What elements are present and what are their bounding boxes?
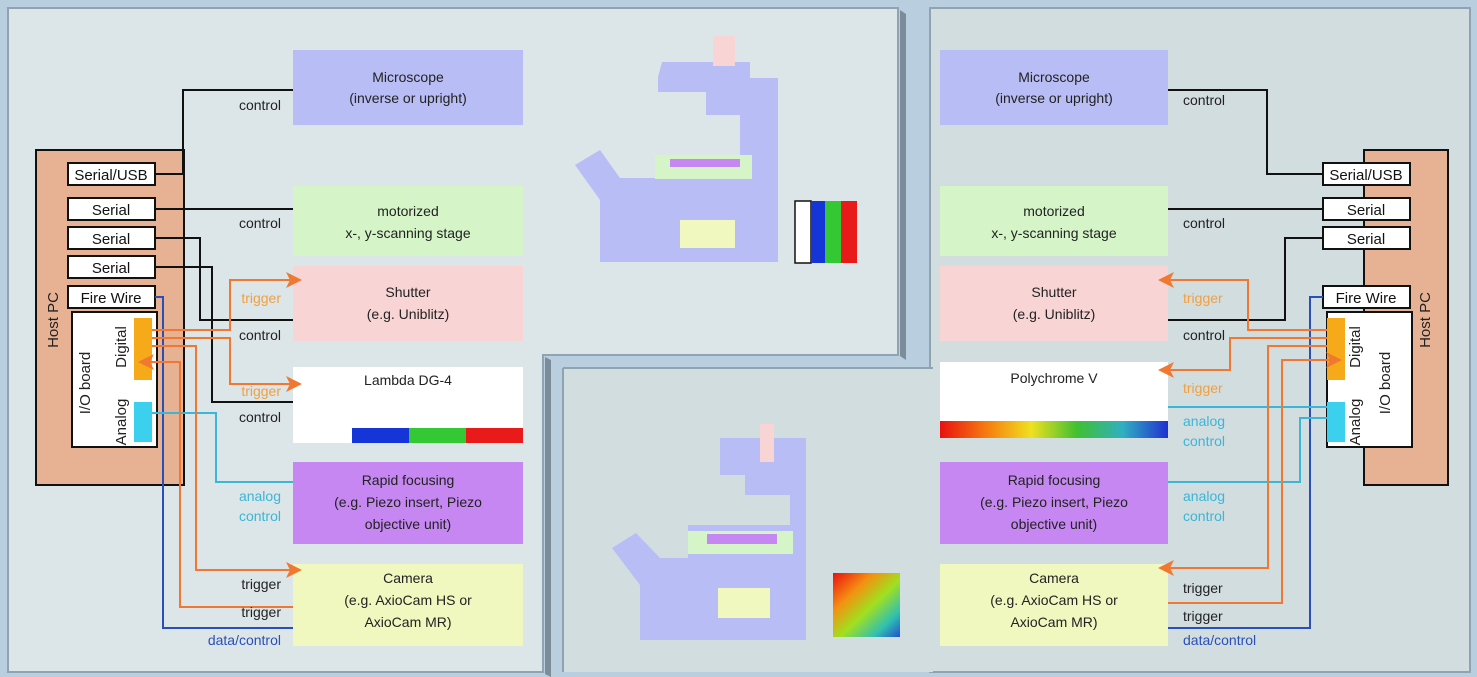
right-microscope-sub: (inverse or upright) [995,90,1113,106]
right-microscope-title: Microscope [1018,69,1090,85]
left-microscope-title: Microscope [372,69,444,85]
left-analog-label: Analog [113,398,130,446]
right-port-serial-usb-label: Serial/USB [1329,167,1403,184]
right-focusing-title: Rapid focusing [1007,472,1101,488]
right-stage-title: motorized [1023,203,1085,219]
left-port-serial-1-label: Serial [91,202,131,219]
right-label-shutter-control: control [1183,327,1226,343]
right-stage-sub: x-, y-scanning stage [991,225,1117,241]
left-shutter-title: Shutter [385,284,431,300]
right-label-camera-trigger-2: trigger [1183,608,1223,624]
left-port-serial-3-label: Serial [91,260,131,277]
right-digital-label: Digital [1347,326,1364,368]
left-stage-box [293,186,523,256]
left-shutter-sub: (e.g. Uniblitz) [366,306,450,322]
left-host-pc-label: Host PC [45,292,62,348]
right-host-pc-label: Host PC [1417,292,1434,348]
left-label-lambda-trigger: trigger [241,383,281,399]
left-label-shutter-trigger: trigger [241,290,281,306]
right-focusing-sub-2: objective unit) [1010,516,1098,532]
left-stage-title: motorized [377,203,439,219]
right-label-poly-analog: analog [1183,413,1226,429]
right-label-focus-analog: analog [1183,488,1226,504]
right-label-poly-control: control [1183,433,1226,449]
left-label-lambda-control: control [238,409,281,425]
right-port-serial-2-label: Serial [1346,231,1386,248]
left-shutter-box [293,266,523,341]
right-camera-sub-2: AxioCam MR) [1010,614,1098,630]
left-camera-sub-2: AxioCam MR) [364,614,452,630]
left-label-stage-control: control [238,215,281,231]
right-shutter-title: Shutter [1031,284,1077,300]
left-port-serial-usb-label: Serial/USB [74,167,148,184]
left-label-shutter-control: control [238,327,281,343]
right-label-stage-control: control [1183,215,1226,231]
right-label-focus-control: control [1183,508,1226,524]
left-port-firewire-label: Fire Wire [80,290,142,307]
left-analog-port [134,402,152,442]
right-label-poly-trigger: trigger [1183,380,1223,396]
left-label-camera-trigger-1: trigger [241,576,281,592]
right-stage-box [940,186,1168,256]
right-label-camera-data: data/control [1183,632,1257,648]
left-digital-label: Digital [113,326,130,368]
left-label-microscope-control: control [238,97,281,113]
right-camera-title: Camera [1029,570,1079,586]
left-stage-sub: x-, y-scanning stage [345,225,471,241]
left-microscope-sub: (inverse or upright) [349,90,467,106]
left-lambda-red [466,428,523,443]
left-port-serial-2-label: Serial [91,231,131,248]
right-analog-port [1327,402,1345,442]
left-label-focus-analog: analog [238,488,281,504]
left-lambda-blue [352,428,409,443]
left-focusing-title: Rapid focusing [361,472,455,488]
right-polychrome-spectrum [940,421,1168,438]
left-label-camera-data: data/control [207,632,281,648]
right-port-serial-1-label: Serial [1346,202,1386,219]
left-microscope-box [293,50,523,125]
left-label-camera-trigger-2: trigger [241,604,281,620]
right-shutter-sub: (e.g. Uniblitz) [1012,306,1096,322]
right-port-firewire-label: Fire Wire [1335,290,1397,307]
right-polychrome-title: Polychrome V [1010,370,1098,386]
right-analog-label: Analog [1347,398,1364,446]
right-label-microscope-control: control [1183,92,1226,108]
left-camera-title: Camera [383,570,433,586]
left-lambda-green [409,428,466,443]
right-shutter-box [940,266,1168,341]
right-digital-port [1327,318,1345,380]
right-camera-sub-1: (e.g. AxioCam HS or [990,592,1118,608]
left-io-board-label: I/O board [77,351,94,415]
left-focusing-sub-1: (e.g. Piezo insert, Piezo [334,494,482,510]
right-label-shutter-trigger: trigger [1183,290,1223,306]
left-digital-port [134,318,152,380]
left-label-focus-control: control [238,508,281,524]
left-camera-sub-1: (e.g. AxioCam HS or [344,592,472,608]
left-lambda-title: Lambda DG-4 [364,372,452,388]
right-microscope-box [940,50,1168,125]
right-io-board-label: I/O board [1377,351,1394,415]
right-label-camera-trigger-1: trigger [1183,580,1223,596]
left-focusing-sub-2: objective unit) [364,516,452,532]
right-focusing-sub-1: (e.g. Piezo insert, Piezo [980,494,1128,510]
